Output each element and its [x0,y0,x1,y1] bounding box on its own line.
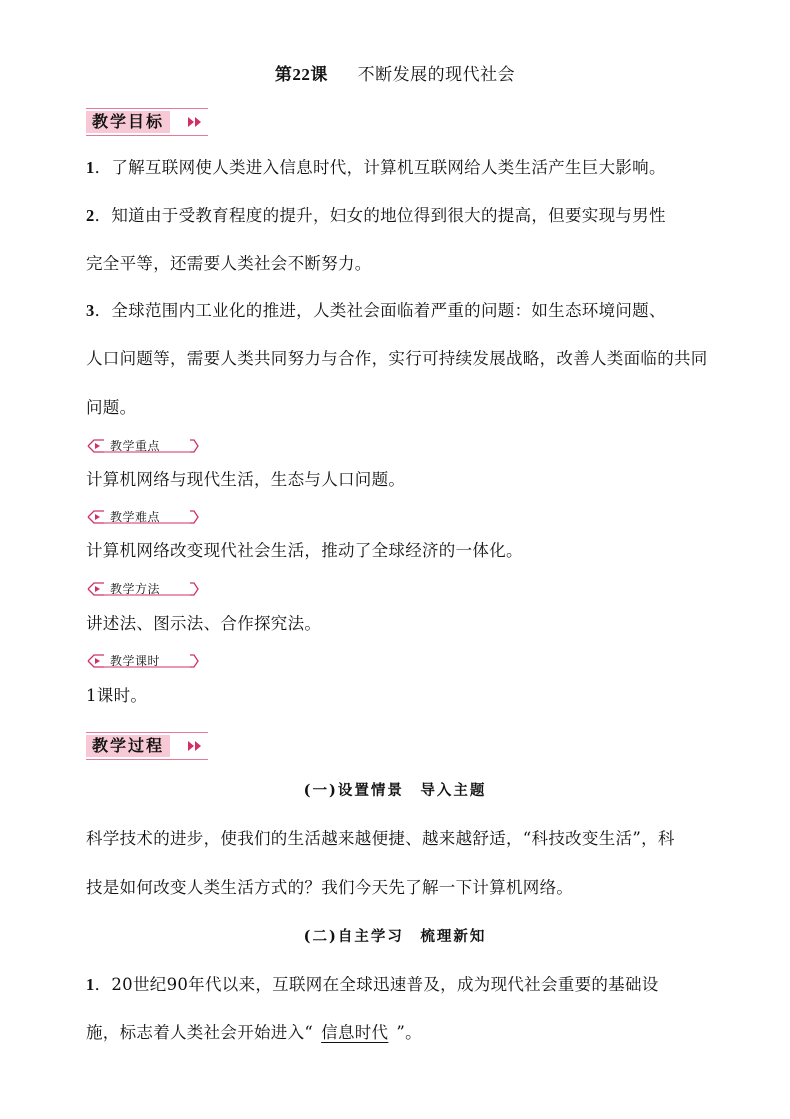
objective-1: 1．了解互联网使人类进入信息时代，计算机互联网给人类生活产生巨大影响。 [86,158,666,177]
hours-label: 教学课时 [110,654,161,668]
difficulties-label: 教学难点 [110,510,161,524]
lesson-title [0,60,790,85]
hours-text: 1课时。 [86,686,148,705]
objectives-heading-label: 教学目标 [86,111,170,133]
lesson-number: 第22课 [274,65,328,84]
objective-2-line2: 完全平等，还需要人类社会不断努力。 [86,254,372,273]
objectives-heading [86,108,208,136]
arrow-right-icon [186,736,204,756]
section-2-title: (二)自主学习 梳理新知 [303,928,487,945]
key-points-tab [86,437,200,455]
objective-2-line1: 2．知道由于受教育程度的提升，妇女的地位得到很大的提高，但要实现与男性 [86,206,666,225]
lesson-name: 不断发展的现代社会 [357,65,516,85]
section-1-title: (一)设置情景 导入主题 [303,782,487,799]
methods-text: 讲述法、图示法、合作探究法。 [86,614,322,633]
objective-3-line2: 人口问题等，需要人类共同努力与合作，实行可持续发展战略，改善人类面临的共同 [86,349,708,368]
difficulties-tab [86,508,200,526]
process-heading-label: 教学过程 [86,735,170,757]
section-2-item1-line1: 1．20世纪90年代以来，互联网在全球迅速普及，成为现代社会重要的基础设 [86,975,659,994]
section-1-line2: 技是如何改变人类生活方式的？我们今天先了解一下计算机网络。 [86,878,574,897]
methods-label: 教学方法 [110,582,161,596]
objective-3-line3: 问题。 [86,398,137,417]
key-points-label: 教学重点 [110,439,161,453]
arrow-right-icon [186,112,204,132]
objective-3-line1: 3．全球范围内工业化的推进，人类社会面临着严重的问题：如生态环境问题、 [86,301,666,320]
key-points-text: 计算机网络与现代生活，生态与人口问题。 [86,470,406,489]
process-heading [86,732,208,760]
answer-blank: 信息时代 [321,1023,389,1042]
section-2-item1-line2: 施，标志着人类社会开始进入“ 信息时代 ”。 [86,1023,422,1042]
hours-tab [86,652,200,670]
methods-tab [86,580,200,598]
difficulties-text: 计算机网络改变现代社会生活，推动了全球经济的一体化。 [86,541,523,560]
section-1-line1: 科学技术的进步，使我们的生活越来越便捷、越来越舒适，“科技改变生活”，科 [86,829,675,848]
